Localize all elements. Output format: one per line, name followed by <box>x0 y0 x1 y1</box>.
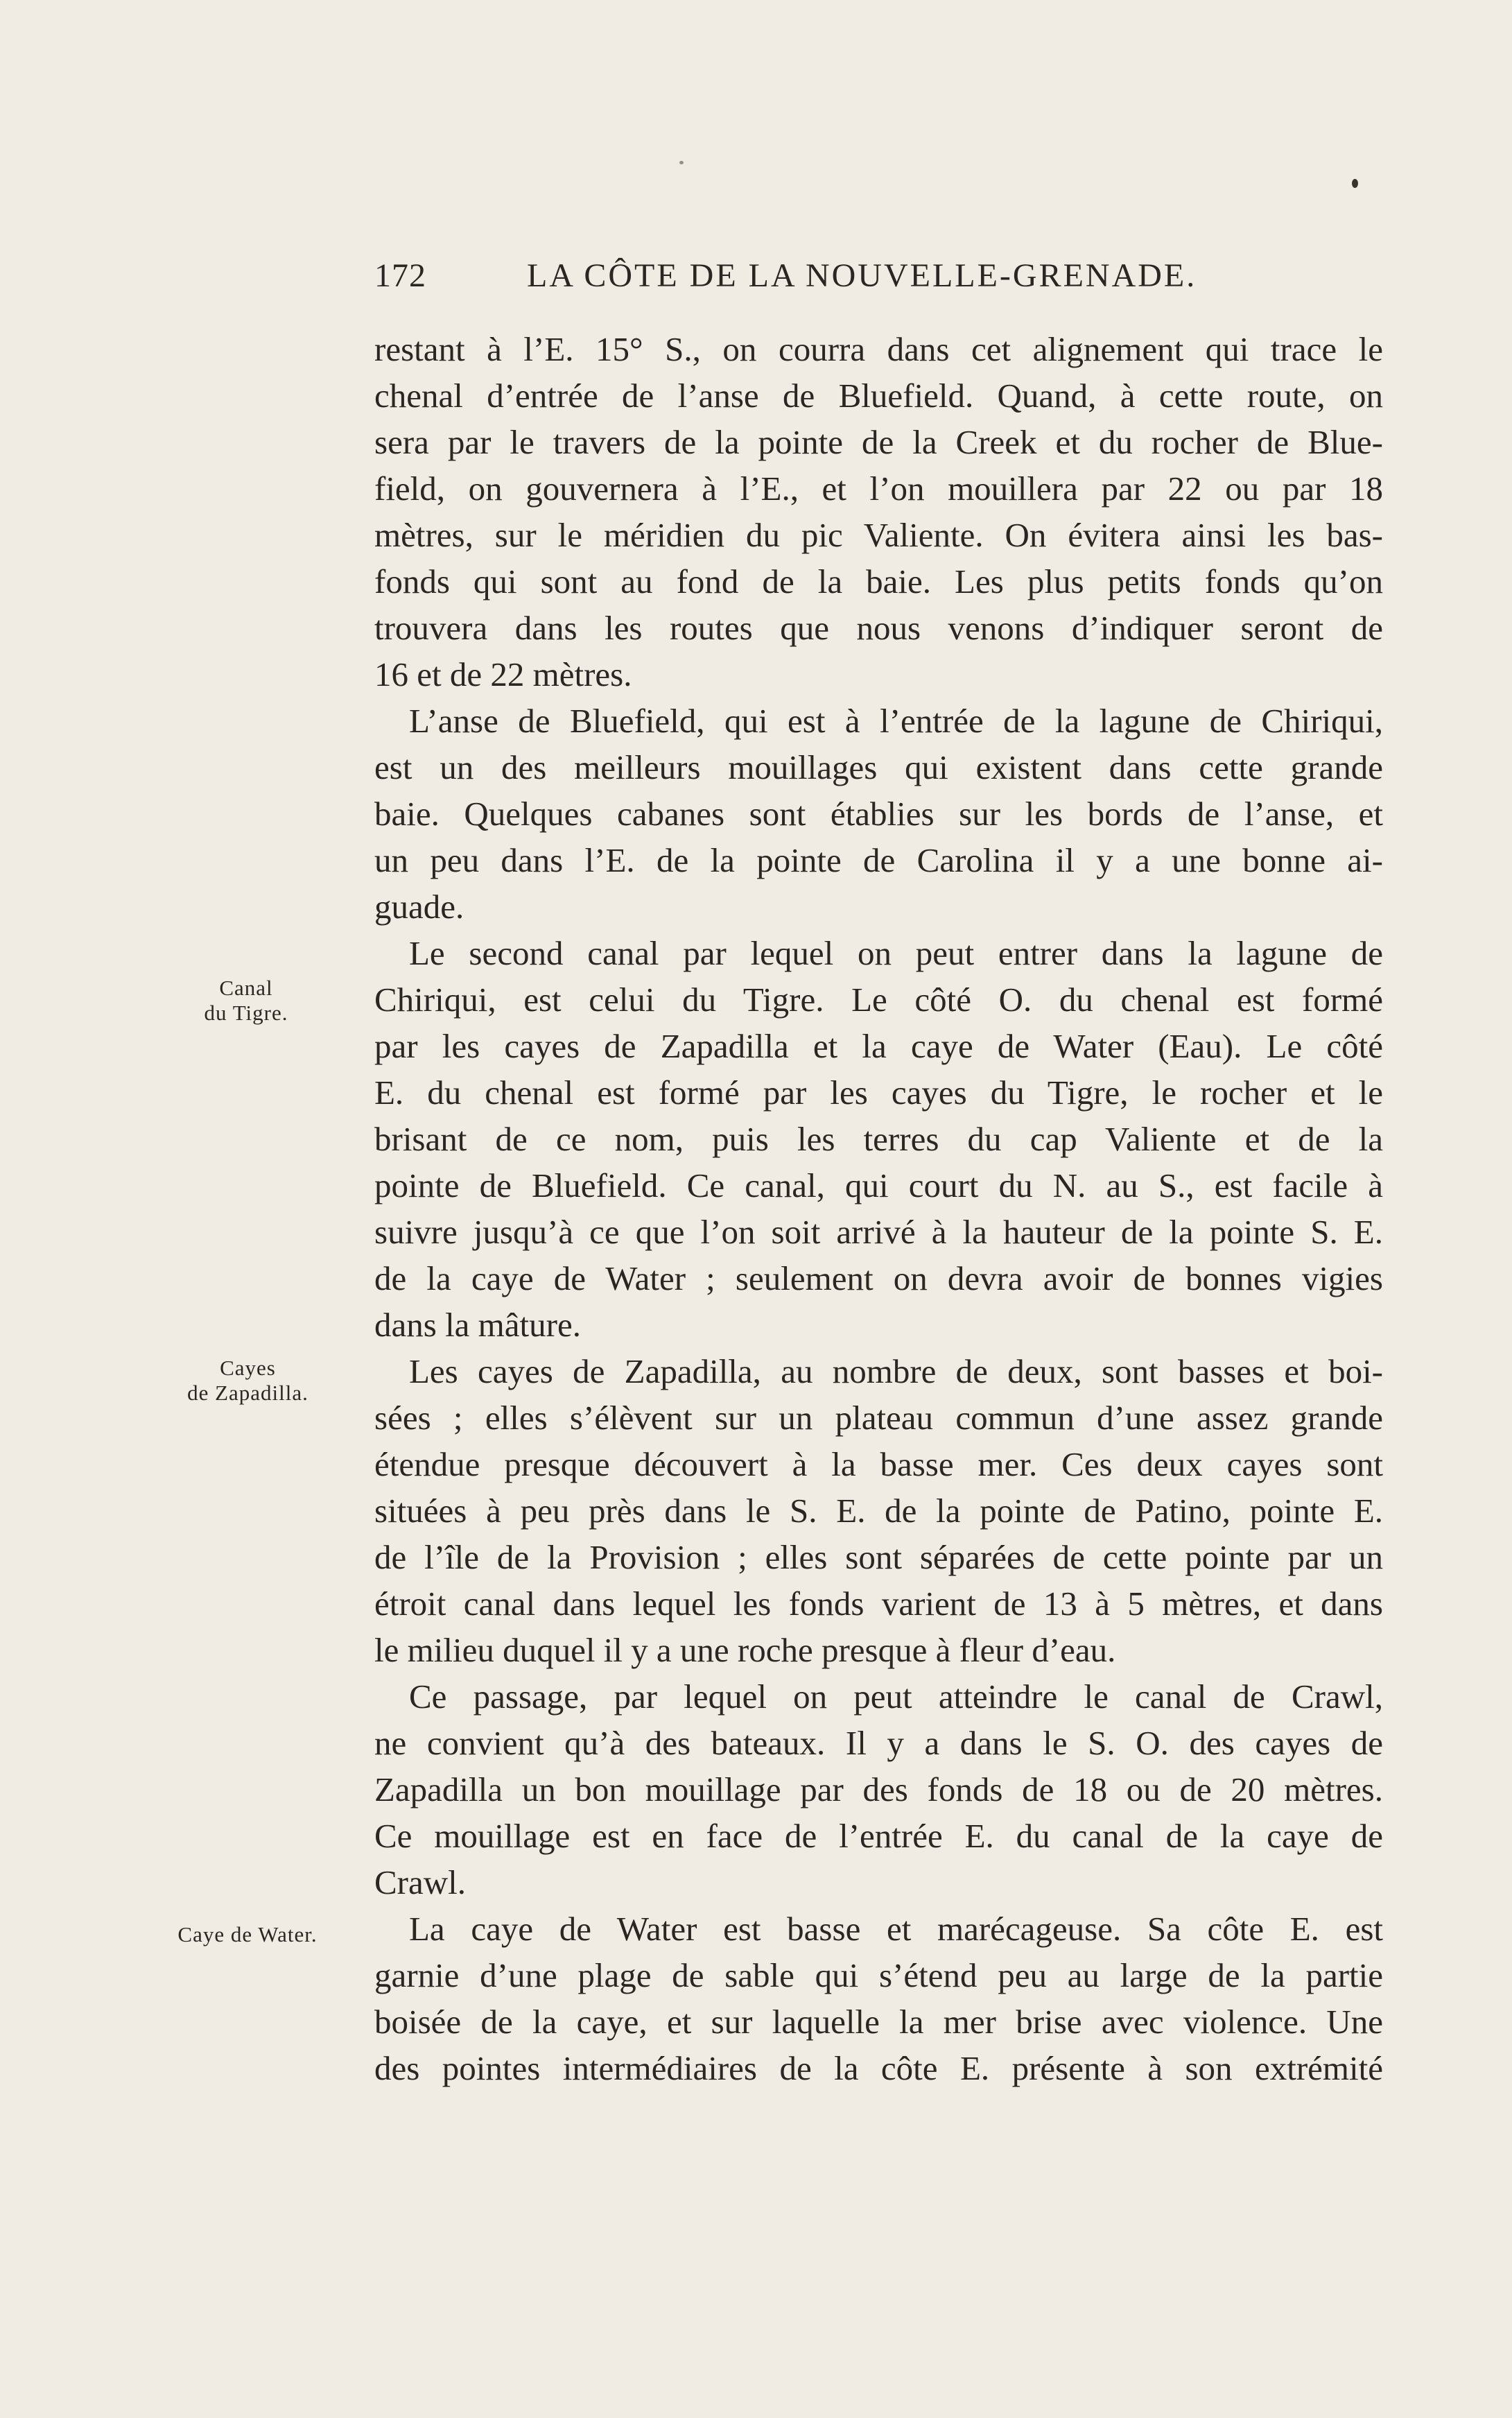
running-title: LA CÔTE DE LA NOUVELLE-GRENADE. <box>527 257 1197 294</box>
text-line: brisant de ce nom, puis les terres du cap Valiente et de la <box>374 1120 1383 1158</box>
body-text <box>374 326 1383 2091</box>
page-number: 172 <box>374 257 426 294</box>
sidenote-line: Cayes <box>220 1356 276 1380</box>
text-line: des pointes intermédiaires de la côte E. présente à son extrémité <box>374 2049 1383 2087</box>
text-line: Ce passage, par lequel on peut atteindre le canal de Crawl, <box>409 1677 1383 1716</box>
text-line: Ce mouillage est en face de l’entrée E. du canal de la caye de <box>374 1817 1383 1855</box>
text-line: L’anse de Bluefield, qui est à l’entrée de la lagune de Chiriqui, <box>409 702 1383 740</box>
text-line: Le second canal par lequel on peut entrer dans la lagune de <box>409 934 1383 972</box>
text-line: étendue presque découvert à la basse mer. Ces deux cayes sont <box>374 1445 1383 1483</box>
sidenote-line: Canal <box>219 976 273 1000</box>
text-line: restant à l’E. 15° S., on courra dans cet alignement qui trace le <box>374 330 1383 368</box>
text-line: Chiriqui, est celui du Tigre. Le côté O. du chenal est formé <box>374 981 1383 1019</box>
text-line: Zapadilla un bon mouillage par des fonds de 18 ou de 20 mètres. <box>374 1770 1383 1808</box>
text-line: boisée de la caye, et sur laquelle la mer brise avec violence. Une <box>374 2003 1383 2041</box>
ink-speck <box>679 161 684 164</box>
sidenote-caye-de-water <box>154 1922 341 1947</box>
sidenote-line: de Zapadilla. <box>187 1381 309 1405</box>
text-line: étroit canal dans lequel les fonds varient de 13 à 5 mètres, et dans <box>374 1584 1383 1623</box>
text-line: fonds qui sont au fond de la baie. Les plus petits fonds qu’on <box>374 562 1383 601</box>
ink-speck <box>1352 179 1358 188</box>
text-line: guade. <box>374 888 464 926</box>
text-line: sées ; elles s’élèvent sur un plateau commun d’une assez grande <box>374 1399 1383 1437</box>
text-line: de l’île de la Provision ; elles sont séparées de cette pointe par un <box>374 1538 1383 1576</box>
sidenote-cayes-de-zapadilla <box>170 1356 326 1406</box>
text-line: pointe de Bluefield. Ce canal, qui court du N. au S., est facile à <box>374 1166 1383 1204</box>
text-line: le milieu duquel il y a une roche presque à fleur d’eau. <box>374 1631 1116 1669</box>
sidenote-line: Caye de Water. <box>177 1922 318 1946</box>
text-line: garnie d’une plage de sable qui s’étend peu au large de la partie <box>374 1956 1383 1994</box>
text-line: un peu dans l’E. de la pointe de Carolina il y a une bonne ai- <box>374 841 1383 879</box>
text-line: dans la mâture. <box>374 1306 581 1344</box>
text-line: par les cayes de Zapadilla et la caye de Water (Eau). Le côté <box>374 1027 1383 1065</box>
sidenote-canal-du-tigre <box>184 976 309 1026</box>
text-line: trouvera dans les routes que nous venons d’indiquer seront de <box>374 609 1383 647</box>
running-header <box>374 257 1383 305</box>
text-line: sera par le travers de la pointe de la Creek et du rocher de Blue- <box>374 423 1383 461</box>
text-line: La caye de Water est basse et marécageuse. Sa côte E. est <box>409 1910 1383 1948</box>
text-line: est un des meilleurs mouillages qui existent dans cette grande <box>374 748 1383 786</box>
text-line: Crawl. <box>374 1863 466 1901</box>
text-line: chenal d’entrée de l’anse de Bluefield. Quand, à cette route, on <box>374 377 1383 415</box>
text-line: E. du chenal est formé par les cayes du Tigre, le rocher et le <box>374 1073 1383 1112</box>
text-line: situées à peu près dans le S. E. de la pointe de Patino, pointe E. <box>374 1492 1383 1530</box>
text-line: field, on gouvernera à l’E., et l’on mouillera par 22 ou par 18 <box>374 469 1383 508</box>
text-line: suivre jusqu’à ce que l’on soit arrivé à la hauteur de la pointe S. E. <box>374 1213 1383 1251</box>
text-line: de la caye de Water ; seulement on devra avoir de bonnes vigies <box>374 1259 1383 1297</box>
text-line: ne convient qu’à des bateaux. Il y a dans le S. O. des cayes de <box>374 1724 1383 1762</box>
text-line: baie. Quelques cabanes sont établies sur les bords de l’anse, et <box>374 795 1383 833</box>
text-line: mètres, sur le méridien du pic Valiente. On évitera ainsi les bas- <box>374 516 1383 554</box>
text-line: Les cayes de Zapadilla, au nombre de deux, sont basses et boi- <box>409 1352 1383 1390</box>
sidenote-line: du Tigre. <box>204 1001 288 1025</box>
text-line: 16 et de 22 mètres. <box>374 655 632 693</box>
